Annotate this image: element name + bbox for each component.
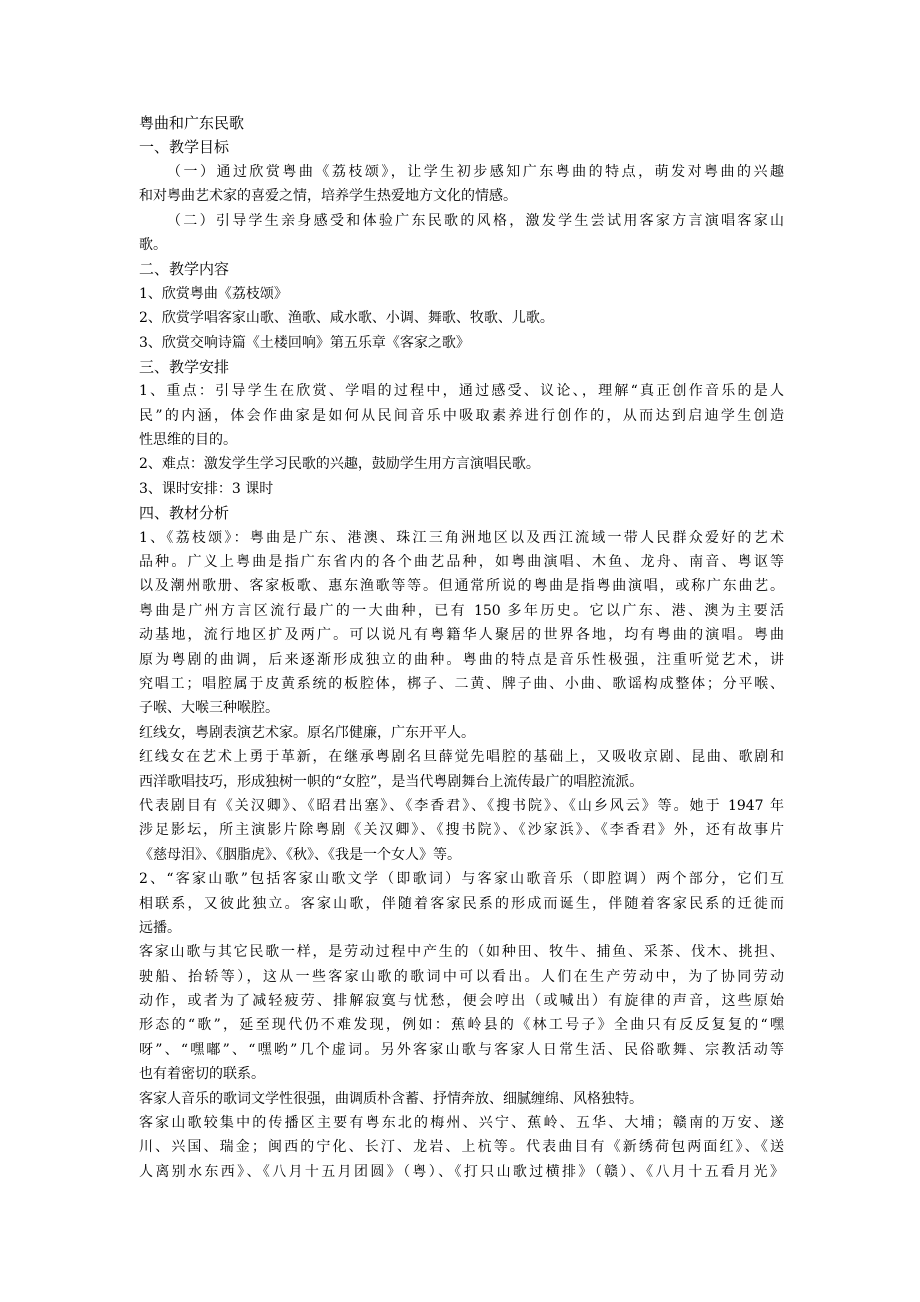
text-line: 品种。广义上粤曲是指广东省内的各个曲艺品种，如粤曲演唱、木鱼、龙舟、南音、粤讴等 (139, 554, 784, 571)
text-line: 代表剧目有《关汉卿》、《昭君出塞》、《李香君》、《搜书院》、《山乡风云》等。她于 1947 年 (139, 797, 784, 814)
text-line: 粤曲和广东民歌 (139, 114, 245, 132)
text-line: 性思维的目的。 (139, 432, 237, 449)
text-line: 二、教学内容 (139, 260, 230, 279)
text-line: 形态的“歌”，延至现代仍不难发现，例如：蕉岭县的《林工号子》全曲只有反反复复的“嘿 (139, 1017, 784, 1034)
document-page (139, 111, 784, 1184)
text-line: 《慈母泪》、《胭脂虎》、《秋》、《我是一个女人》等。 (139, 846, 461, 863)
text-line: 涉足影坛，所主演影片除粤剧《关汉卿》、《搜书院》、《沙家浜》、《李香君》外，还有故事片 (139, 822, 784, 839)
text-line: （一）通过欣赏粤曲《荔枝颂》，让学生初步感知广东粤曲的特点，萌发对粤曲的兴趣 (167, 163, 784, 180)
text-line: 以及潮州歌册、客家板歌、惠东渔歌等等。但通常所说的粤曲是指粤曲演唱，或称广东曲艺。 (139, 578, 784, 595)
text-line: 相联系，又彼此独立。客家山歌，伴随着客家民系的形成而诞生，伴随着客家民系的迁徙而 (139, 895, 784, 912)
text-line: 3、欣赏交响诗篇《土楼回响》第五乐章《客家之歌》 (139, 334, 470, 351)
text-line: 3、课时安排：3 课时 (139, 480, 274, 497)
text-line: 一、教学目标 (139, 138, 230, 157)
text-line: 动作，或者为了减轻疲劳、排解寂寞与忧愁，便会哼出（或喊出）有旋律的声音，这些原始 (139, 993, 784, 1010)
text-line: 究唱工；唱腔属于皮黄系统的板腔体，梆子、二黄、牌子曲、小曲、歌谣构成整体；分平喉、 (139, 675, 784, 692)
text-line: 人离别水东西》、《八月十五月团圆》（粤）、《打只山歌过横排》（赣）、《八月十五看月光》 (139, 1163, 784, 1180)
text-line: 原为粤剧的曲调，后来逐渐形成独立的曲种。粤曲的特点是音乐性极强，注重听觉艺术，讲 (139, 651, 784, 668)
text-line: 红线女，粤剧表演艺术家。原名邝健廉，广东开平人。 (139, 724, 475, 741)
text-line: 动基地，流行地区扩及两广。可以说凡有粤籍华人聚居的世界各地，均有粤曲的演唱。粤曲 (139, 627, 784, 644)
text-line: 子喉、大喉三种喉腔。 (139, 700, 279, 717)
text-line: 客家山歌与其它民歌一样，是劳动过程中产生的（如种田、牧牛、捕鱼、采茶、伐木、挑担、 (139, 944, 784, 961)
text-line: 也有着密切的联系。 (139, 1066, 265, 1083)
text-line: （二）引导学生亲身感受和体验广东民歌的风格，激发学生尝试用客家方言演唱客家山 (167, 212, 784, 229)
text-line: 和对粤曲艺术家的喜爱之情，培养学生热爱地方文化的情感。 (139, 188, 517, 205)
text-line: 歌。 (139, 236, 167, 253)
text-line: 1、欣赏粤曲《荔枝颂》 (139, 285, 288, 302)
text-line: 客家人音乐的歌词文学性很强，曲调质朴含蓄、抒情奔放、细腻缠绵、风格独特。 (139, 1090, 643, 1107)
text-line: 客家山歌较集中的传播区主要有粤东北的梅州、兴宁、蕉岭、五华、大埔；赣南的万安、遂 (139, 1115, 784, 1132)
text-line: 驶船、抬轿等），这从一些客家山歌的歌词中可以看出。人们在生产劳动中，为了协同劳动 (139, 968, 784, 985)
text-line: 粤曲是广州方言区流行最广的一大曲种，已有 150 多年历史。它以广东、港、澳为主要活 (139, 602, 784, 619)
text-line: 西洋歌唱技巧，形成独树一帜的“女腔”，是当代粤剧舞台上流传最广的唱腔流派。 (139, 773, 644, 790)
text-line: 1、重点：引导学生在欣赏、学唱的过程中，通过感受、议论、，理解“真正创作音乐的是人 (139, 383, 784, 400)
text-line: 川、兴国、瑞金；闽西的宁化、长汀、龙岩、上杭等。代表曲目有《新绣荷包两面红》、《送 (139, 1139, 784, 1156)
text-line: 三、教学安排 (139, 357, 230, 376)
text-line: 2、难点：激发学生学习民歌的兴趣，鼓励学生用方言演唱民歌。 (139, 456, 540, 473)
text-line: 红线女在艺术上勇于革新，在继承粤剧名旦薛觉先唱腔的基础上，又吸收京剧、昆曲、歌剧和 (139, 749, 784, 766)
text-line: 2、“客家山歌”包括客家山歌文学（即歌词）与客家山歌音乐（即腔调）两个部分，它们互 (139, 871, 784, 888)
text-line: 呀”、“嘿嘟”、“嘿哟”几个虚词。另外客家山歌与客家人日常生活、民俗歌舞、宗教活动等 (139, 1041, 784, 1058)
text-line: 四、教材分析 (139, 504, 230, 523)
text-line: 民”的内涵，体会作曲家是如何从民间音乐中吸取素养进行创作的，从而达到启迪学生创造 (139, 407, 784, 424)
text-line: 2、欣赏学唱客家山歌、渔歌、咸水歌、小调、舞歌、牧歌、儿歌。 (139, 310, 554, 327)
text-line: 1、《荔枝颂》：粤曲是广东、港澳、珠江三角洲地区以及西江流域一带人民群众爱好的艺术 (139, 529, 784, 546)
text-line: 远播。 (139, 919, 181, 936)
